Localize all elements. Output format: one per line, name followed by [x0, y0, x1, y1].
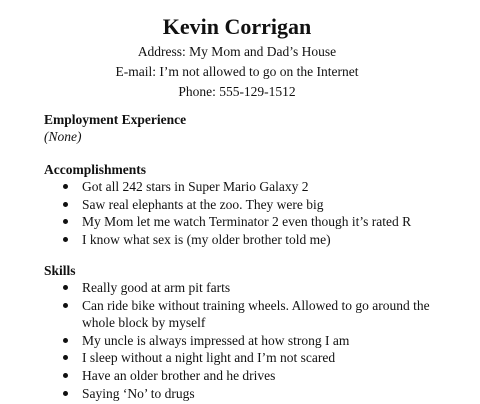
list-item	[44, 367, 464, 385]
list-item-text: Saw real elephants at the zoo. They were big	[82, 196, 324, 212]
list-item	[44, 385, 464, 403]
bullet-icon	[63, 391, 68, 396]
list-item	[44, 332, 464, 350]
list-item-text: Can ride bike without training wheels. Allowed to go around the whole block by myself	[82, 297, 430, 331]
list-item-text: My uncle is always impressed at how strong I am	[82, 332, 350, 348]
bullet-icon	[63, 184, 68, 189]
email-line: E-mail: I’m not allowed to go on the Internet	[115, 64, 359, 79]
resume-header	[0, 14, 480, 102]
skills-list	[44, 279, 464, 402]
employment-heading: Employment Experience	[44, 112, 187, 127]
bullet-icon	[63, 202, 68, 207]
bullet-icon	[63, 303, 68, 308]
list-item-text: I know what sex is (my older brother told me)	[82, 231, 331, 247]
bullet-icon	[63, 285, 68, 290]
list-item	[44, 349, 464, 367]
list-item	[44, 279, 464, 297]
accomplishments-section	[44, 161, 464, 248]
list-item-text: Got all 242 stars in Super Mario Galaxy 2	[82, 179, 309, 194]
employment-section	[44, 111, 464, 145]
accomplishments-heading: Accomplishments	[44, 162, 146, 177]
employment-value: (None)	[44, 129, 82, 144]
skills-section	[44, 262, 464, 402]
phone-line: Phone: 555-129-1512	[178, 84, 296, 99]
list-item	[44, 231, 464, 249]
list-item-text: My Mom let me watch Terminator 2 even though it’s rated R	[82, 214, 412, 230]
bullet-icon	[63, 219, 68, 224]
list-item	[44, 178, 464, 196]
list-item	[44, 297, 464, 332]
accomplishments-list	[44, 178, 464, 248]
skills-heading: Skills	[44, 263, 76, 278]
list-item	[44, 213, 464, 231]
bullet-icon	[63, 355, 68, 360]
bullet-icon	[63, 237, 68, 242]
list-item	[44, 196, 464, 214]
list-item-text: Have an older brother and he drives	[82, 367, 276, 383]
list-item-text: I sleep without a night light and I’m not scared	[82, 350, 336, 366]
list-item-text: Really good at arm pit farts	[82, 280, 231, 295]
bullet-icon	[63, 338, 68, 343]
resume-name: Kevin Corrigan	[162, 14, 312, 39]
address-line: Address: My Mom and Dad’s House	[137, 44, 337, 59]
list-item-text: Saying ‘No’ to drugs	[82, 385, 195, 401]
bullet-icon	[63, 373, 68, 378]
